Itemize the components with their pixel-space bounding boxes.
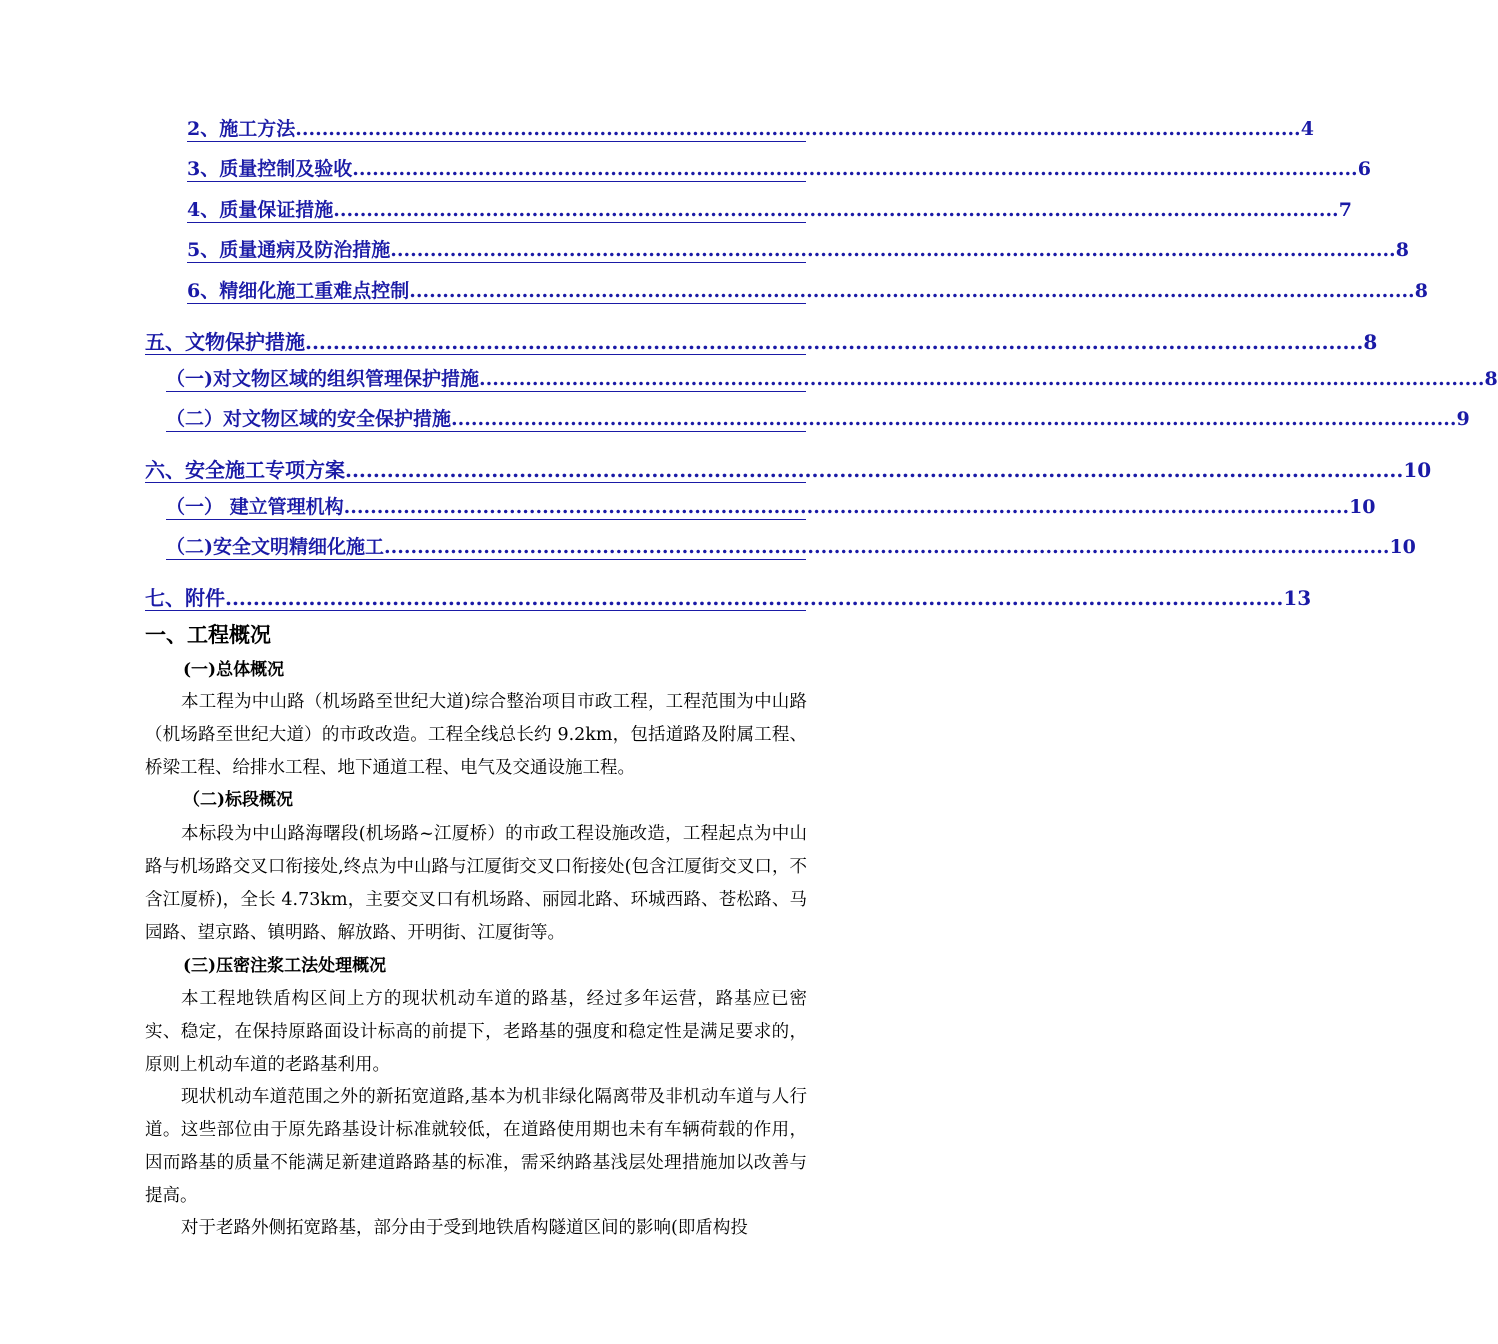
paragraph: 本工程地铁盾构区间上方的现状机动车道的路基，经过多年运营，路基应已密实、稳定，在保持原路面设计标高的前提下，老路基的强度和稳定性是满足要求的，原则上机动车道的老路基利用。: [145, 989, 807, 1075]
toc-entry[interactable]: [0, 198, 1352, 228]
paragraph: 对于老路外侧拓宽路基，部分由于受到地铁盾构隧道区间的影响(即盾构投: [181, 1218, 748, 1238]
subsection-heading: (一)总体概况: [183, 660, 285, 680]
toc-link[interactable]: [166, 535, 1416, 560]
toc-link[interactable]: [187, 117, 1314, 142]
toc-page-number: 6: [1357, 158, 1371, 180]
toc-entry[interactable]: [0, 458, 1432, 488]
toc-label: （一） 建立管理机构: [166, 496, 344, 518]
toc-leader-dots: ........................................................................................................................................................: [409, 280, 1415, 302]
toc-page-number: 8: [1414, 280, 1428, 302]
toc-label: 5、质量通病及防治措施: [187, 239, 391, 261]
toc-leader-dots: ........................................................................................................................................................: [479, 368, 1485, 390]
toc-label: （二)安全文明精细化施工: [166, 536, 384, 558]
toc-label: 4、质量保证措施: [187, 199, 334, 221]
toc-leader-dots: ........................................................................................................................................................: [305, 330, 1364, 354]
toc-link[interactable]: [166, 407, 1470, 432]
toc-link[interactable]: [187, 279, 1428, 304]
toc-leader-dots: ........................................................................................................................................................: [451, 408, 1457, 430]
toc-entry[interactable]: [0, 279, 1428, 309]
toc-page-number: 10: [1349, 496, 1376, 518]
toc-page-number: 7: [1338, 199, 1352, 221]
toc-leader-dots: ........................................................................................................................................................: [384, 536, 1390, 558]
toc-link[interactable]: [145, 586, 1312, 611]
toc-label: （一)对文物区域的组织管理保护措施: [166, 368, 479, 390]
toc-page-number: 10: [1403, 458, 1432, 482]
toc-leader-dots: ........................................................................................................................................................: [345, 458, 1404, 482]
toc-label: （二）对文物区域的安全保护措施: [166, 408, 452, 430]
toc-entry[interactable]: [0, 330, 1378, 360]
toc-page-number: 9: [1456, 408, 1470, 430]
subsection-heading: (三)压密注浆工法处理概况: [183, 956, 387, 976]
toc-leader-dots: ........................................................................................................................................................: [343, 496, 1350, 518]
toc-label: 6、精细化施工重难点控制: [187, 280, 410, 302]
toc-link[interactable]: [145, 458, 1432, 483]
toc-entry[interactable]: [0, 157, 1371, 187]
toc-link[interactable]: [166, 495, 1376, 520]
toc-page-number: 8: [1484, 368, 1498, 390]
toc-page-number: 4: [1300, 118, 1314, 140]
toc-link[interactable]: [187, 157, 1371, 182]
toc-label: 2、施工方法: [187, 118, 296, 140]
toc-leader-dots: ........................................................................................................................................................: [295, 118, 1301, 140]
toc-page-number: 8: [1395, 239, 1409, 261]
toc-link[interactable]: [145, 330, 1378, 355]
toc-leader-dots: ........................................................................................................................................................: [352, 158, 1358, 180]
toc-entry[interactable]: [0, 586, 1312, 616]
toc-entry[interactable]: [0, 117, 1314, 147]
toc-leader-dots: ........................................................................................................................................................: [225, 586, 1284, 610]
toc-page-number: 10: [1389, 536, 1416, 558]
toc-label: 五、文物保护措施: [145, 330, 305, 354]
toc-entry[interactable]: [0, 367, 1498, 397]
toc-leader-dots: ........................................................................................................................................................: [333, 199, 1339, 221]
toc-link[interactable]: [166, 367, 1498, 392]
toc-entry[interactable]: [0, 495, 1376, 525]
paragraph: 本工程为中山路（机场路至世纪大道)综合整治项目市政工程，工程范围为中山路（机场路至世纪大道）的市政改造。工程全线总长约 9.2km，包括道路及附属工程、桥梁工程、给排水工程、地下通道工程、电气及交通设施工程。: [145, 692, 807, 778]
toc-entry[interactable]: [0, 238, 1409, 268]
toc-leader-dots: ........................................................................................................................................................: [390, 239, 1396, 261]
toc-link[interactable]: [187, 238, 1409, 263]
paragraph: 现状机动车道范围之外的新拓宽道路,基本为机非绿化隔离带及非机动车道与人行道。这些部位由于原先路基设计标准就较低，在道路使用期也未有车辆荷载的作用，因而路基的质量不能满足新建道路路基的标准，需采纳路基浅层处理措施加以改善与提高。: [145, 1087, 807, 1206]
toc-entry[interactable]: [0, 407, 1470, 437]
section-heading: 一、工程概况: [145, 622, 271, 647]
toc-label: 3、质量控制及验收: [187, 158, 353, 180]
toc-link[interactable]: [187, 198, 1352, 223]
paragraph: 本标段为中山路海曙段(机场路~江厦桥）的市政工程设施改造，工程起点为中山路与机场路交叉口衔接处,终点为中山路与江厦街交叉口衔接处(包含江厦街交叉口，不含江厦桥)，全长 4.73km，主要交叉口有机场路、丽园北路、环城西路、苍松路、马园路、望京路、镇明路、解放路、开明街、江厦街等。: [145, 824, 807, 943]
subsection-heading: （二)标段概况: [183, 790, 294, 810]
toc-label: 七、附件: [145, 586, 225, 610]
toc-label: 六、安全施工专项方案: [145, 458, 345, 482]
toc-entry[interactable]: [0, 535, 1416, 565]
toc-page-number: 8: [1363, 330, 1378, 354]
toc-page-number: 13: [1283, 586, 1312, 610]
